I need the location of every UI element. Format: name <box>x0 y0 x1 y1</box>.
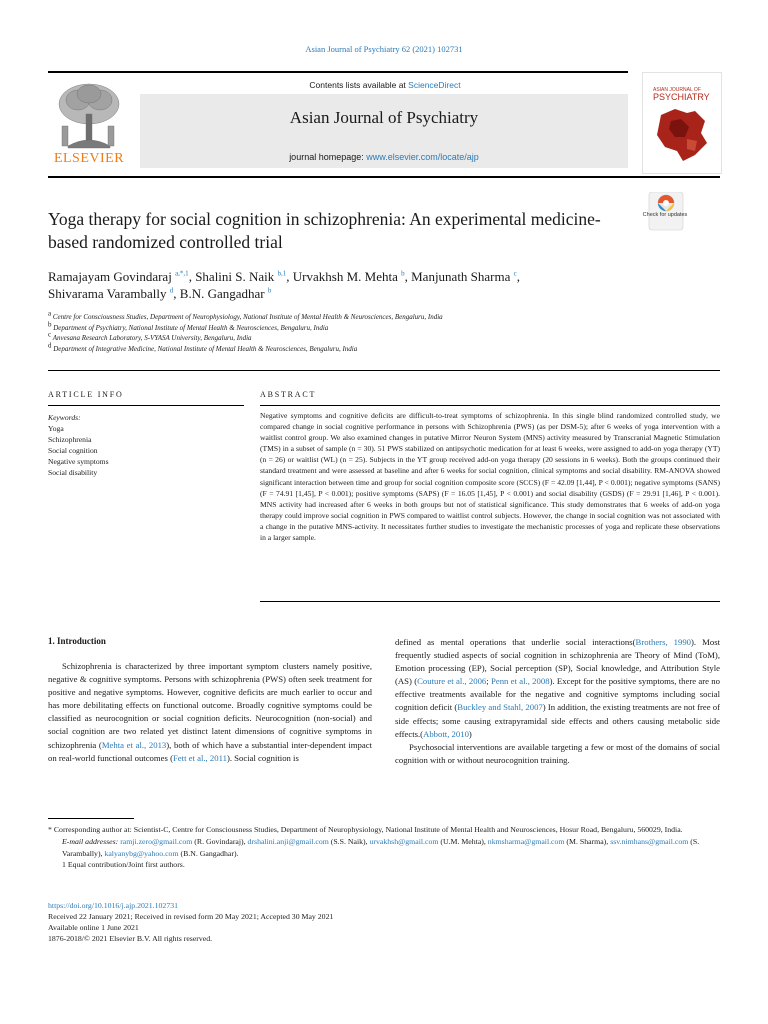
keyword: Social disability <box>48 468 98 477</box>
keyword: Social cognition <box>48 446 98 455</box>
citation-link[interactable]: Abbott, 2010 <box>423 728 469 739</box>
sciencedirect-link[interactable]: ScienceDirect <box>408 80 461 90</box>
affiliation <box>48 341 688 355</box>
author[interactable] <box>48 286 180 301</box>
affiliation <box>48 330 688 344</box>
email-link[interactable]: drshalini.anji@gmail.com <box>247 836 329 846</box>
citation-link[interactable]: Fett et al., 2011 <box>172 752 227 763</box>
paragraph: Psychosocial interventions are available targeting a few or most of the domains of social cognition with or without neurocognition training. <box>395 741 720 765</box>
paragraph-text: Schizophrenia is characterized by three important symptom clusters namely positive, negative & cognitive symptoms. Persons with schizophrenia (PWS) often seek treatment for positive and negative symptoms. However, cognitive deficits are much earlier to occur and has more debilitating effects on functional outcome. Broadly cognitive symptoms could be classified as neurocognition or social cognition deficits. Neurocognition (non-social) and social cognition are two related yet distinct latent dimensions of cognitive symptoms in schizophrenia ( <box>48 661 372 750</box>
citation-link[interactable]: Couture et al., 2006 <box>417 676 487 687</box>
author[interactable] <box>195 269 293 284</box>
footnote-rule <box>48 818 134 819</box>
masthead-top-rule <box>48 71 628 73</box>
affiliation-text: Department of Psychiatry, National Institute of Mental Health & Neurosciences, Bengaluru, India <box>53 323 329 332</box>
author-name: Manjunath Sharma <box>411 269 511 284</box>
email-label: E-mail addresses: <box>62 836 119 846</box>
author-affil-sup[interactable]: b <box>267 286 272 295</box>
author-separator: , <box>188 269 196 284</box>
paragraph-text: defined as mental operations that underlie social interactions( <box>395 637 636 647</box>
paragraph-text: ). Social cognition is <box>226 752 299 763</box>
affiliation-key: d <box>48 341 52 350</box>
author-affil-sup[interactable]: b <box>401 269 405 278</box>
affiliation-text: Centre for Consciousness Studies, Department of Neurophysiology, National Institute of Mental Health & Neurosciences, Bengaluru, India <box>52 313 443 321</box>
article-info-rule <box>48 405 244 406</box>
homepage-prefix: journal homepage: <box>289 152 367 162</box>
keyword: Negative symptoms <box>48 457 109 466</box>
contents-prefix: Contents lists available at <box>309 80 409 90</box>
email-link[interactable]: ramji.zero@gmail.com <box>120 836 193 846</box>
author-affil-sup[interactable]: c <box>513 269 517 278</box>
author[interactable] <box>180 286 272 301</box>
email-link[interactable]: ssv.nimhans@gmail.com <box>610 836 689 846</box>
affiliation-list <box>48 309 688 354</box>
cover-title-big: PSYCHIATRY <box>653 92 710 102</box>
email-link[interactable]: nkmsharma@gmail.com <box>487 836 565 846</box>
affiliation-key: c <box>48 330 52 339</box>
article-info-heading: ARTICLE INFO <box>48 390 124 399</box>
author-name: Shalini S. Naik <box>195 269 275 284</box>
abstract-heading: ABSTRACT <box>260 390 317 399</box>
email-owner: (U.M. Mehta), <box>438 836 488 846</box>
affiliation <box>48 320 688 334</box>
body-column-right <box>395 636 720 767</box>
author-name: B.N. Gangadhar <box>179 286 265 301</box>
paragraph <box>48 660 372 765</box>
email-owner: (S.S. Naik), <box>328 836 370 846</box>
keywords-block <box>48 412 238 478</box>
author[interactable] <box>293 269 411 284</box>
affiliation-text: Department of Integrative Medicine, National Institute of Mental Health & Neurosciences, Bengaluru, India <box>53 344 358 353</box>
email-link[interactable]: kalyanybg@yahoo.com <box>104 848 179 858</box>
email-owner: (M. Sharma), <box>564 836 611 846</box>
affiliation <box>48 309 688 323</box>
paragraph-text: ), both of which have a substantial inter-dependent impact on real-world functional outcomes ( <box>48 739 373 763</box>
author-name: Ramajayam Govindaraj <box>48 269 172 284</box>
author[interactable] <box>411 269 520 284</box>
masthead-bottom-rule <box>48 176 720 178</box>
corresponding-author-note: * Corresponding author at: Scientist-C, Centre for Consciousness Studies, Department of Neurophysiology, National Institute of Mental Health and Neurosciences, Hosur Road, Bengaluru, 560029, India. <box>48 825 683 834</box>
abstract-rule <box>260 405 720 406</box>
crossmark-label: Check for updates <box>642 212 688 218</box>
body-column-left <box>48 660 372 765</box>
publication-info <box>48 900 720 944</box>
journal-homepage-line <box>140 152 628 162</box>
keyword: Yoga <box>48 424 64 433</box>
paragraph-text: ; <box>486 676 491 687</box>
author-separator: , <box>286 269 293 284</box>
author-list <box>48 268 688 302</box>
article-title: Yoga therapy for social cognition in schizophrenia: An experimental medicine-based randomized controlled trial <box>48 209 601 252</box>
equal-contribution-note: 1 Equal contribution/Joint first authors. <box>62 860 185 870</box>
available-online: Available online 1 June 2021 <box>48 923 139 932</box>
journal-title: Asian Journal of Psychiatry <box>289 108 479 127</box>
journal-cover-thumbnail[interactable] <box>642 72 722 174</box>
contents-available-line <box>140 80 630 90</box>
keywords-label: Keywords: <box>48 413 81 422</box>
cover-map-illustration <box>651 107 713 163</box>
email-owner: (R. Govindaraj), <box>192 836 248 846</box>
citation-link[interactable]: Buckley and Stahl, 2007 <box>457 702 543 713</box>
citation-link[interactable]: Brothers, 1990 <box>635 637 692 647</box>
section-heading-introduction: 1. Introduction <box>48 636 106 646</box>
abstract-bottom-rule <box>260 601 720 602</box>
doi-link[interactable]: https://doi.org/10.1016/j.ajp.2021.102731 <box>48 901 179 910</box>
author-name: Urvakhsh M. Mehta <box>292 269 398 284</box>
affiliation-key: a <box>48 309 52 318</box>
abstract-text: Negative symptoms and cognitive deficits are difficult-to-treat symptoms of schizophrenia. In this single blind randomized controlled study, we compared change in social cognitive performance in persons with Schizophrenia (PWS) (as per DSM-5); after 6 weeks of yoga intervention with a waitlist control group. We also examined changes in putative Mirror Neuron System (MNS) activity measured by Transcranial Magnetic Stimulation (TMS) in a subset of sample (n = 30). 51 PWS stabilized on antipsychotic medication for at least 6 weeks, were assigned to add-on yoga therapy (YT) (n = 26) or waitlist (WL) (n = 25). Subjects in the YT group received add-on yoga therapy (20 sessions in 6 weeks). Both the groups continued their standard treatment and were assessed at baseline and after 6 weeks for social cognition, clinical symptoms and social disability. RM-ANOVA showed significant interaction between time and group for social cognition composite score (SCCS) (F = 42.09 [1,44], P < 0.001); negative symptoms (SANS) (F = 74.91 [1,45], P < 0.001); positive symptoms (SAPS) (F = 16.05 [1,45], P < 0.001) and social disability (GSDS) (F = 29.91 [1,46], P < 0.001). MNS activity had increased after 6 weeks in both groups but not of statistical significance. This study demonstrates that 6 weeks of add-on yoga therapy could improve social cognition in PWS compared to waitlist control subjects. However, the change in social cognition was not associated with a change in the putative MNS-activity. It necessitates further studies to investigate the mechanistic processes of yoga and replicate these observations in a larger sample. <box>260 411 720 543</box>
cover-title-small: ASIAN JOURNAL OF <box>653 87 701 93</box>
author[interactable] <box>48 269 195 284</box>
citation-link[interactable]: Mehta et al., 2013 <box>101 739 167 750</box>
paragraph <box>395 636 720 741</box>
footnotes <box>48 824 720 871</box>
author-separator: , <box>404 269 412 284</box>
paragraph-text: ). Except for the positive symptoms, there are no effective treatments available for the negative and cognitive symptoms including social cognition deficit ( <box>395 676 720 713</box>
affiliation-key: b <box>48 320 52 329</box>
author-name: Shivarama Varambally <box>48 286 167 301</box>
author-separator: , <box>516 269 521 284</box>
author-affil-sup[interactable]: d <box>169 286 174 295</box>
paragraph-text: ) <box>468 728 472 739</box>
elsevier-wordmark: ELSEVIER <box>53 151 125 166</box>
author-affil-sup[interactable]: b,1 <box>277 269 287 278</box>
citation-link[interactable]: Penn et al., 2008 <box>491 676 550 687</box>
email-addresses <box>48 836 720 860</box>
section-rule <box>48 370 720 371</box>
author-affil-sup[interactable]: a,*,1 <box>175 269 189 278</box>
journal-homepage-link[interactable]: www.elsevier.com/locate/ajp <box>366 152 479 162</box>
copyright-line: 1876-2018/© 2021 Elsevier B.V. All rights reserved. <box>48 934 213 943</box>
email-owner: (S. Varambally), <box>62 836 700 858</box>
email-link[interactable]: urvakhsh@gmail.com <box>369 836 439 846</box>
email-owner: (B.N. Gangadhar). <box>178 848 239 858</box>
paragraph-text: ) In addition, the existing treatments are not free of side effects; some causing extrapyramidal side effects and others causing metabolic side effects.( <box>395 702 720 739</box>
author-separator: , <box>173 286 180 301</box>
keyword: Schizophrenia <box>48 435 92 444</box>
affiliation-text: Anvesana Research Laboratory, S-VYASA University, Bengaluru, India <box>52 334 252 342</box>
received-dates: Received 22 January 2021; Received in revised form 20 May 2021; Accepted 30 May 2021 <box>48 912 334 921</box>
paragraph-text: ). Most frequently studied aspects of social cognition in schizophrenia are Theory of Mind (ToM), Emotion processing (EP), Social perception (SP), Social knowledge, and Attribution Style (AS) ( <box>395 637 720 687</box>
journal-citation-link[interactable]: Asian Journal of Psychiatry 62 (2021) 102731 <box>305 44 463 54</box>
